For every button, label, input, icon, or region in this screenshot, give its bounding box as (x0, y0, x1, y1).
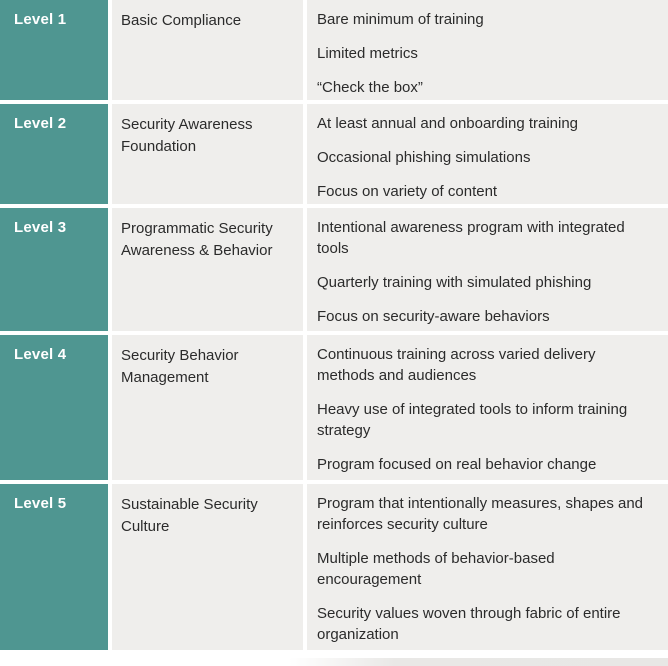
level-name-cell (112, 104, 303, 204)
point: Occasional phishing simulations (317, 149, 531, 166)
level-points-cell (307, 335, 668, 480)
point: Quarterly training with simulated phishing (317, 274, 592, 291)
level-cell (0, 104, 108, 204)
point: Continuous training across varied delivery methods and audiences (317, 346, 596, 384)
point: At least annual and onboarding training (317, 115, 579, 132)
level-label: Level 4 (14, 346, 67, 363)
level-name: Security Behavior Management (121, 347, 239, 386)
level-name: Programmatic Security Awareness & Behavior (121, 220, 273, 259)
table-row (0, 484, 668, 650)
level-points-cell (307, 208, 668, 331)
level-name: Sustainable Security Culture (121, 496, 258, 535)
point: Security values woven through fabric of entire organization (317, 605, 621, 643)
point: Focus on variety of content (317, 183, 498, 200)
level-label: Level 3 (14, 219, 67, 236)
point: Focus on security-aware behaviors (317, 308, 550, 325)
level-cell (0, 208, 108, 331)
level-label: Level 1 (14, 11, 67, 28)
point: “Check the box” (317, 79, 423, 96)
level-label: Level 2 (14, 115, 67, 132)
level-cell (0, 0, 108, 100)
level-points-cell (307, 0, 668, 100)
level-name-cell (112, 208, 303, 331)
level-points-cell (307, 484, 668, 650)
point: Intentional awareness program with integrated tools (317, 219, 625, 257)
level-name-cell (112, 0, 303, 100)
level-name: Security Awareness Foundation (121, 116, 253, 155)
table-row (0, 208, 668, 331)
point: Program that intentionally measures, shapes and reinforces security culture (317, 495, 644, 533)
level-name-cell (112, 335, 303, 480)
table-row (0, 0, 668, 100)
point: Limited metrics (317, 45, 418, 62)
level-name: Basic Compliance (121, 12, 242, 29)
level-label: Level 5 (14, 495, 67, 512)
level-name-cell (112, 484, 303, 650)
level-cell (0, 335, 108, 480)
point: Program focused on real behavior change (317, 456, 597, 473)
level-points-cell (307, 104, 668, 204)
point: Heavy use of integrated tools to inform training strategy (317, 401, 628, 439)
point: Bare minimum of training (317, 11, 484, 28)
table-row (0, 335, 668, 480)
level-cell (0, 484, 108, 650)
table-row (0, 104, 668, 204)
point: Multiple methods of behavior-based encouragement (317, 550, 555, 588)
bottom-edge-strip (0, 654, 668, 666)
bottom-edge-shadow (289, 658, 668, 666)
